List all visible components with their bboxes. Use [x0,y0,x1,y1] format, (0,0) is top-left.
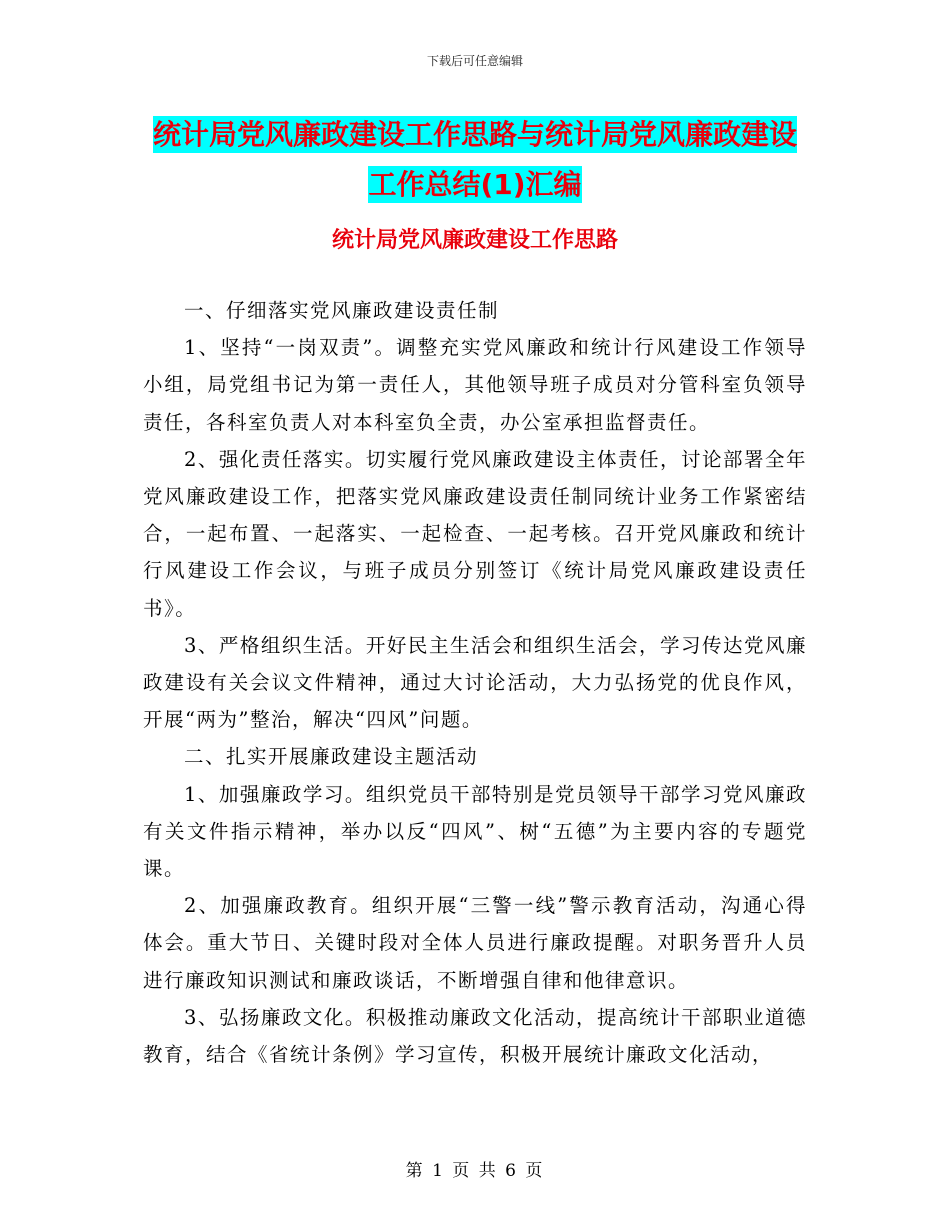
section-title: 统计局党风廉政建设工作思路 [331,228,618,253]
document-title-line-2: 工作总结(1)汇编 [368,168,582,201]
document-title [140,110,810,210]
paragraph: 3、弘扬廉政文化。积极推动廉政文化活动，提高统计干部职业道德教育，结合《省统计条例》学习宣传，积极开展统计廉政文化活动， [143,1005,807,1067]
heading-responsibility-system: 一、仔细落实党风廉政建设责任制 [184,299,500,322]
paragraph: 2、强化责任落实。切实履行党风廉政建设主体责任，讨论部署全年党风廉政建设工作，把落实党风廉政建设责任制同统计业务工作紧密结合，一起布置、一起落实、一起检查、一起考核。召开党风廉政和统计行风建设工作会议，与班子成员分别签订《统计局党风廉政建设责任书》。 [143,447,807,620]
paragraph: 1、坚持“一岗双责”。调整充实党风廉政和统计行风建设工作领导小组，局党组书记为第一责任人，其他领导班子成员对分管科室负领导责任，各科室负责人对本科室负全责，办公室承担监督责任。 [143,336,807,434]
heading-theme-activities: 二、扎实开展廉政建设主题活动 [184,745,479,769]
paragraph: 2、加强廉政教育。组织开展“三警一线”警示教育活动，沟通心得体会。重大节日、关键时段对全体人员进行廉政提醒。对职务晋升人员进行廉政知识测试和廉政谈话，不断增强自律和他律意识。 [143,894,807,992]
paragraph: 1、加强廉政学习。组织党员干部特别是党员领导干部学习党风廉政有关文件指示精神，举办以反“四风”、树“五德”为主要内容的专题党课。 [143,782,807,881]
paragraph: 3、严格组织生活。开好民主生活会和组织生活会，学习传达党风廉政建设有关会议文件精神，通过大讨论活动，大力弘扬党的优良作风，开展“两为”整治，解决“四风”问题。 [143,633,807,732]
document-title-line-1: 统计局党风廉政建设工作思路与统计局党风廉政建设 [152,118,797,151]
document-body [143,292,807,1073]
header-note: 下载后可任意编辑 [426,54,523,68]
page-footer: 第 1 页 共 6 页 [405,1161,545,1181]
